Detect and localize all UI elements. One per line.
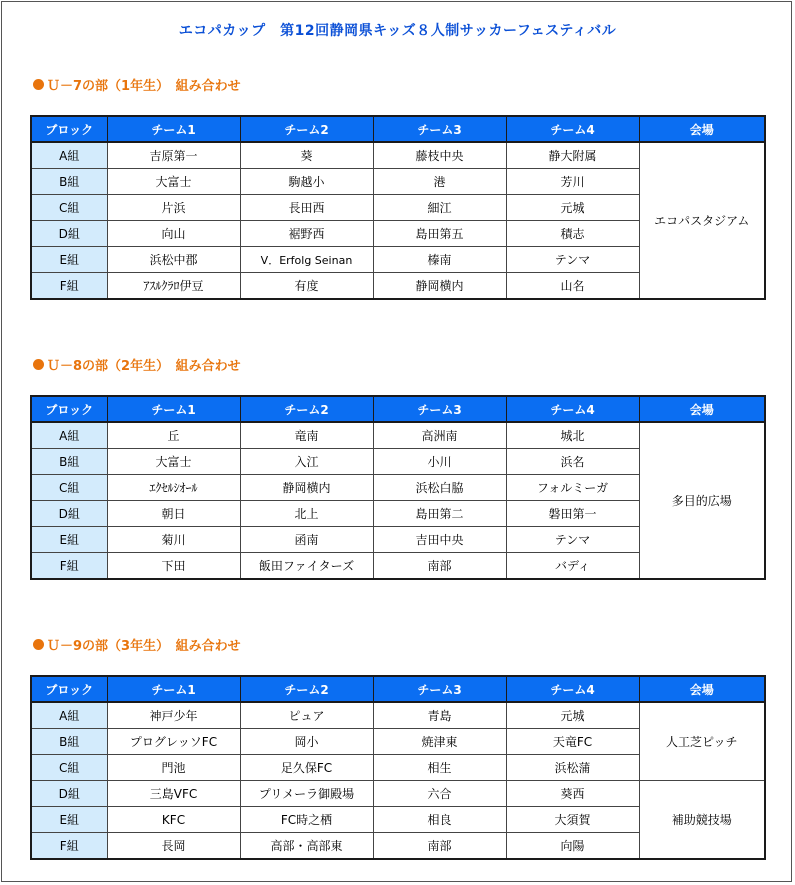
block-cell: C組 xyxy=(31,475,107,501)
team-cell: ピュア xyxy=(240,702,373,729)
team-cell: 高部・高部東 xyxy=(240,833,373,860)
team-cell: KFC xyxy=(107,807,240,833)
team-cell: 入江 xyxy=(240,449,373,475)
team-cell: 長田西 xyxy=(240,195,373,221)
team-cell: 裾野西 xyxy=(240,221,373,247)
column-header: チーム1 xyxy=(107,396,240,422)
team-cell: 丘 xyxy=(107,422,240,449)
page-title: エコパカップ 第12回静岡県キッズ８人制サッカーフェスティバル xyxy=(178,23,617,39)
team-cell: 六合 xyxy=(373,781,506,807)
team-cell: 浜松中郡 xyxy=(107,247,240,273)
team-cell: 相良 xyxy=(373,807,506,833)
team-cell: 静岡横内 xyxy=(373,273,506,300)
team-cell: 下田 xyxy=(107,553,240,580)
team-cell: 長岡 xyxy=(107,833,240,860)
block-cell: B組 xyxy=(31,449,107,475)
team-cell: テンマ xyxy=(506,247,639,273)
team-cell: 浜松蒲 xyxy=(506,755,639,781)
column-header: 会場 xyxy=(639,116,765,142)
column-header: チーム3 xyxy=(373,676,506,702)
venue-cell: 人工芝ピッチ xyxy=(639,702,765,781)
team-cell: 北上 xyxy=(240,501,373,527)
team-cell: 有度 xyxy=(240,273,373,300)
team-cell: 大須賀 xyxy=(506,807,639,833)
venue-cell: 多目的広場 xyxy=(639,422,765,579)
block-cell: E組 xyxy=(31,247,107,273)
column-header: 会場 xyxy=(639,396,765,422)
bullet-dot-icon xyxy=(33,79,44,90)
team-cell: 芳川 xyxy=(506,169,639,195)
block-cell: D組 xyxy=(31,221,107,247)
column-header: チーム2 xyxy=(240,676,373,702)
block-cell: F組 xyxy=(31,273,107,300)
block-cell: C組 xyxy=(31,755,107,781)
venue-cell: 補助競技場 xyxy=(639,781,765,860)
team-cell: 大富士 xyxy=(107,449,240,475)
column-header: チーム2 xyxy=(240,396,373,422)
block-cell: E組 xyxy=(31,527,107,553)
section-title-text: Ｕ－7の部（1年生） 組み合わせ xyxy=(47,79,241,94)
section-title xyxy=(33,75,241,94)
column-header: ブロック xyxy=(31,116,107,142)
block-cell: A組 xyxy=(31,422,107,449)
block-cell: E組 xyxy=(31,807,107,833)
bullet-dot-icon xyxy=(33,359,44,370)
team-cell: 浜松白脇 xyxy=(373,475,506,501)
team-cell: 吉原第一 xyxy=(107,142,240,169)
team-cell: 神戸少年 xyxy=(107,702,240,729)
header-row xyxy=(31,676,765,702)
venue-cell: エコパスタジアム xyxy=(639,142,765,299)
team-cell: 葵西 xyxy=(506,781,639,807)
block-cell: B組 xyxy=(31,729,107,755)
team-cell: 飯田ファイターズ xyxy=(240,553,373,580)
team-cell: 朝日 xyxy=(107,501,240,527)
team-cell: テンマ xyxy=(506,527,639,553)
column-header: チーム1 xyxy=(107,116,240,142)
team-cell: 南部 xyxy=(373,833,506,860)
team-cell: FC時之栖 xyxy=(240,807,373,833)
team-cell: 静大附属 xyxy=(506,142,639,169)
team-cell: 葵 xyxy=(240,142,373,169)
group-table xyxy=(30,115,766,300)
team-cell: プログレッソFC xyxy=(107,729,240,755)
team-cell: 門池 xyxy=(107,755,240,781)
team-cell: 菊川 xyxy=(107,527,240,553)
block-cell: A組 xyxy=(31,142,107,169)
team-cell: プリメーラ御殿場 xyxy=(240,781,373,807)
team-cell: 向山 xyxy=(107,221,240,247)
column-header: チーム3 xyxy=(373,396,506,422)
team-cell: ｱｽﾙｸﾗﾛ伊豆 xyxy=(107,273,240,300)
team-cell: 元城 xyxy=(506,702,639,729)
team-cell: 高洲南 xyxy=(373,422,506,449)
team-cell: フォルミーガ xyxy=(506,475,639,501)
header-row xyxy=(31,116,765,142)
column-header: チーム4 xyxy=(506,676,639,702)
table-row xyxy=(31,142,765,169)
block-cell: D組 xyxy=(31,501,107,527)
team-cell: 細江 xyxy=(373,195,506,221)
block-cell: D組 xyxy=(31,781,107,807)
group-table xyxy=(30,395,766,580)
team-cell: 足久保FC xyxy=(240,755,373,781)
team-cell: 竜南 xyxy=(240,422,373,449)
team-cell: 元城 xyxy=(506,195,639,221)
column-header: ブロック xyxy=(31,676,107,702)
block-cell: F組 xyxy=(31,833,107,860)
table-row xyxy=(31,422,765,449)
section-title xyxy=(33,355,241,374)
team-cell: 三島VFC xyxy=(107,781,240,807)
team-cell: バディ xyxy=(506,553,639,580)
team-cell: 山名 xyxy=(506,273,639,300)
team-cell: 藤枝中央 xyxy=(373,142,506,169)
block-cell: C組 xyxy=(31,195,107,221)
column-header: チーム4 xyxy=(506,396,639,422)
section-title xyxy=(33,635,241,654)
team-cell: 港 xyxy=(373,169,506,195)
header-row xyxy=(31,396,765,422)
column-header: ブロック xyxy=(31,396,107,422)
team-cell: 向陽 xyxy=(506,833,639,860)
bullet-dot-icon xyxy=(33,639,44,650)
column-header: チーム3 xyxy=(373,116,506,142)
team-cell: ｴｸｾﾙｼｵｰﾙ xyxy=(107,475,240,501)
team-cell: 城北 xyxy=(506,422,639,449)
team-cell: 島田第二 xyxy=(373,501,506,527)
team-cell: 大富士 xyxy=(107,169,240,195)
team-cell: 片浜 xyxy=(107,195,240,221)
team-cell: 天竜FC xyxy=(506,729,639,755)
column-header: チーム2 xyxy=(240,116,373,142)
column-header: チーム4 xyxy=(506,116,639,142)
team-cell: 岡小 xyxy=(240,729,373,755)
group-table xyxy=(30,675,766,860)
team-cell: 小川 xyxy=(373,449,506,475)
team-cell: 焼津東 xyxy=(373,729,506,755)
team-cell: 吉田中央 xyxy=(373,527,506,553)
column-header: 会場 xyxy=(639,676,765,702)
team-cell: 榛南 xyxy=(373,247,506,273)
team-cell: 島田第五 xyxy=(373,221,506,247)
section-title-text: Ｕ－8の部（2年生） 組み合わせ xyxy=(47,359,241,374)
block-cell: F組 xyxy=(31,553,107,580)
team-cell: 静岡横内 xyxy=(240,475,373,501)
table-row xyxy=(31,781,765,807)
column-header: チーム1 xyxy=(107,676,240,702)
team-cell: 駒越小 xyxy=(240,169,373,195)
team-cell: 浜名 xyxy=(506,449,639,475)
team-cell: 磐田第一 xyxy=(506,501,639,527)
team-cell: 青島 xyxy=(373,702,506,729)
table-row xyxy=(31,702,765,729)
team-cell: V．Erfolg Seinan xyxy=(240,247,373,273)
team-cell: 積志 xyxy=(506,221,639,247)
block-cell: A組 xyxy=(31,702,107,729)
team-cell: 相生 xyxy=(373,755,506,781)
block-cell: B組 xyxy=(31,169,107,195)
team-cell: 函南 xyxy=(240,527,373,553)
team-cell: 南部 xyxy=(373,553,506,580)
section-title-text: Ｕ－9の部（3年生） 組み合わせ xyxy=(47,639,241,654)
